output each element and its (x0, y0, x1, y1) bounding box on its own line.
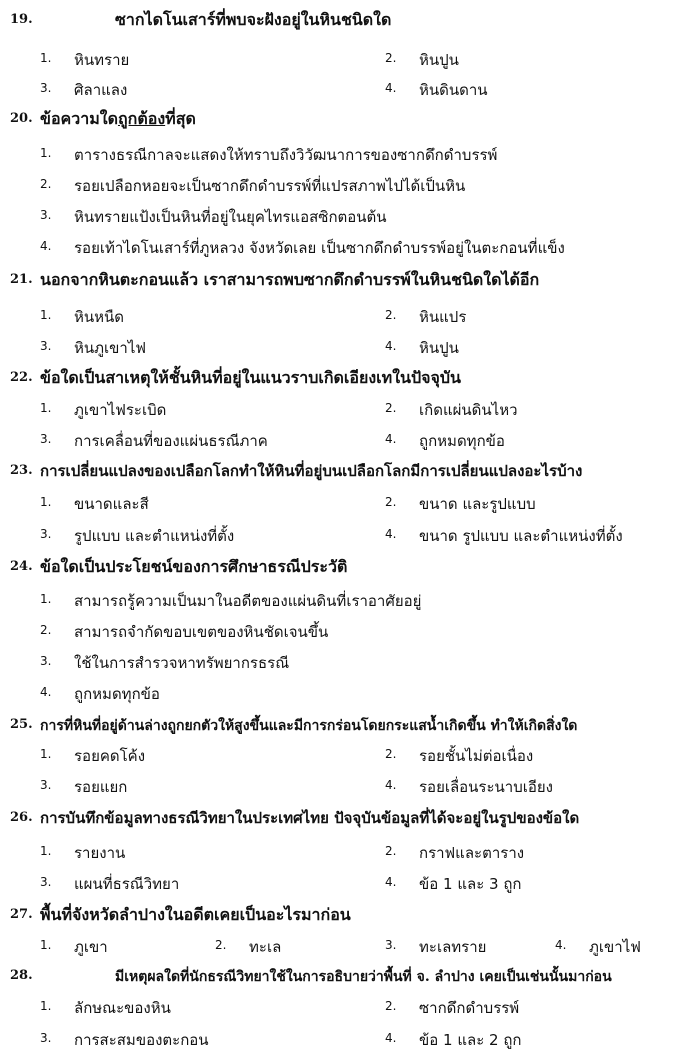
question-27 (0, 903, 700, 933)
question-text: ข้อความใดถูกต้องที่สุด (40, 109, 196, 128)
question-number: 19. (10, 12, 33, 27)
question-number: 25. (10, 717, 33, 732)
question-21 (0, 268, 700, 298)
question-text: ข้อใดเป็นสาเหตุให้ชั้นหินที่อยู่ในแนวราบเกิดเอียงเทในปัจจุบัน (40, 368, 461, 387)
question-25 (0, 713, 700, 743)
question-number: 22. (10, 370, 33, 385)
question-26 (0, 806, 700, 836)
question-number: 24. (10, 559, 33, 574)
question-number: 28. (10, 968, 33, 983)
question-text: การที่หินที่อยู่ด้านล่างถูกยกตัวให้สูงขึ้นและมีการกร่อนโดยกระแสน้ำเกิดขึ้น ทำให้เกิดสิ่งใด (40, 718, 578, 734)
question-number: 26. (10, 810, 33, 825)
question-23 (0, 459, 700, 489)
question-text: พื้นที่จังหวัดลำปางในอดีตเคยเป็นอะไรมาก่อน (40, 905, 351, 924)
question-number: 21. (10, 272, 33, 287)
question-22 (0, 366, 700, 396)
question-20 (0, 107, 700, 137)
question-number: 23. (10, 463, 33, 478)
question-text: การเปลี่ยนแปลงของเปลือกโลกทำให้หินที่อยู่บนเปลือกโลกมีการเปลี่ยนแปลงอะไรบ้าง (40, 462, 583, 480)
question-text: ซากไดโนเสาร์ที่พบจะฝังอยู่ในหินชนิดใด (115, 10, 392, 29)
question-19 (0, 8, 700, 38)
question-text: มีเหตุผลใดที่นักธรณีวิทยาใช้ในการอธิบายว่าพื้นที่ จ. ลำปาง เคยเป็นเช่นนั้นมาก่อน (115, 969, 612, 985)
question-text: การบันทึกข้อมูลทางธรณีวิทยาในประเทศไทย ปัจจุบันข้อมูลที่ได้จะอยู่ในรูปของข้อใด (40, 809, 580, 827)
question-text: ข้อใดเป็นประโยชน์ของการศึกษาธรณีประวัติ (40, 557, 348, 576)
question-number: 27. (10, 907, 33, 922)
question-text: นอกจากหินตะกอนแล้ว เราสามารถพบซากดึกดำบรรพ์ในหินชนิดใดได้อีก (40, 270, 540, 289)
question-number: 20. (10, 111, 33, 126)
exam-page: 19. ซากไดโนเสาร์ที่พบจะฝังอยู่ในหินชนิดใด 1. หินทราย 2. หินปูน 3. ศิลาแลง 4. หินดินดาน 20. ข้อความใดถูกต้องที่สุด 1. ตารางธรณีกาลจะแสดงให้ทราบถึงวิวัฒนาการของซากดึกดำบรรพ์ 2. รอยเปลือกหอยจะเป็นซากดึกดำบรรพ์ที่แปรสภาพไปได้เป็นหิน 3. หินทรายแป้งเป็นหินที่อยู่ในยุคไทรแอสซิกตอนต้น 4. รอยเท้าไดโนเสาร์ที่ภูหลวง จังหวัดเลย เป็นซากดึกดำบรรพ์อยู่ในตะกอนที่แข็ง 21. นอกจากหินตะกอนแล้ว เราสามารถพบซากดึกดำบรรพ์ในหินชนิดใดได้อีก 1. หินหนืด 2. หินแปร 3. หินภูเขาไฟ 4. หินปูน 22. ข้อใดเป็นสาเหตุให้ชั้นหินที่อยู่ในแนวราบเกิดเอียงเทในปัจจุบัน 1. ภูเขาไฟระเบิด 2. เกิดแผ่นดินไหว 3. การเคลื่อนที่ของแผ่นธรณีภาค 4. ถูกหมดทุกข้อ 23. การเปลี่ยนแปลงของเปลือกโลกทำให้หินที่อยู่บนเปลือกโลกมีการเปลี่ยนแปลงอะไรบ้าง 1. ขนาดและสี 2. ขนาด และรูปแบบ 3. รูปแบบ และตำแหน่งที่ตั้ง 4. ขนาด รูปแบบ และตำแหน่งที่ตั้ง 24. ข้อใดเป็นประโยชน์ของการศึกษาธรณีประวัติ 1. สามารถรู้ความเป็นมาในอดีตของแผ่นดินที่เราอาศัยอยู่ 2. สามารถจำกัดขอบเขตของหินชัดเจนขึ้น 3. ใช้ในการสำรวจหาทรัพยากรธรณี 4. ถูกหมดทุกข้อ 25. การที่หินที่อยู่ด้านล่างถูกยกตัวให้สูงขึ้นและมีการกร่อนโดยกระแสน้ำเกิดขึ้น ทำให้เกิดสิ่งใด 1. รอยคดโค้ง 2. รอยชั้นไม่ต่อเนื่อง 3. รอยแยก 4. รอยเลื่อนระนาบเอียง 26. การบันทึกข้อมูลทางธรณีวิทยาในประเทศไทย ปัจจุบันข้อมูลที่ได้จะอยู่ในรูปของข้อใด 1. รายงาน 2. กราฟและตาราง 3. แผนที่ธรณีวิทยา 4. ข้อ 1 และ 3 ถูก 27. พื้นที่จังหวัดลำปางในอดีตเคยเป็นอะไรมาก่อน 1. ภูเขา 2. ทะเล 3. ทะเลทราย 4. ภูเขาไฟ 28. มีเหตุผลใดที่นักธรณีวิทยาใช้ในการอธิบายว่าพื้นที่ จ. ลำปาง เคยเป็นเช่นนั้นมาก่อน 1. ลักษณะของหิน 2. ซากดึกดำบรรพ์ 3. การสะสมของตะกอน 4. ข้อ 1 และ 2 ถูก (0, 0, 700, 1064)
question-28 (0, 964, 700, 994)
emphasis-underline: ถูกต้อง (117, 109, 166, 128)
question-24 (0, 555, 700, 585)
